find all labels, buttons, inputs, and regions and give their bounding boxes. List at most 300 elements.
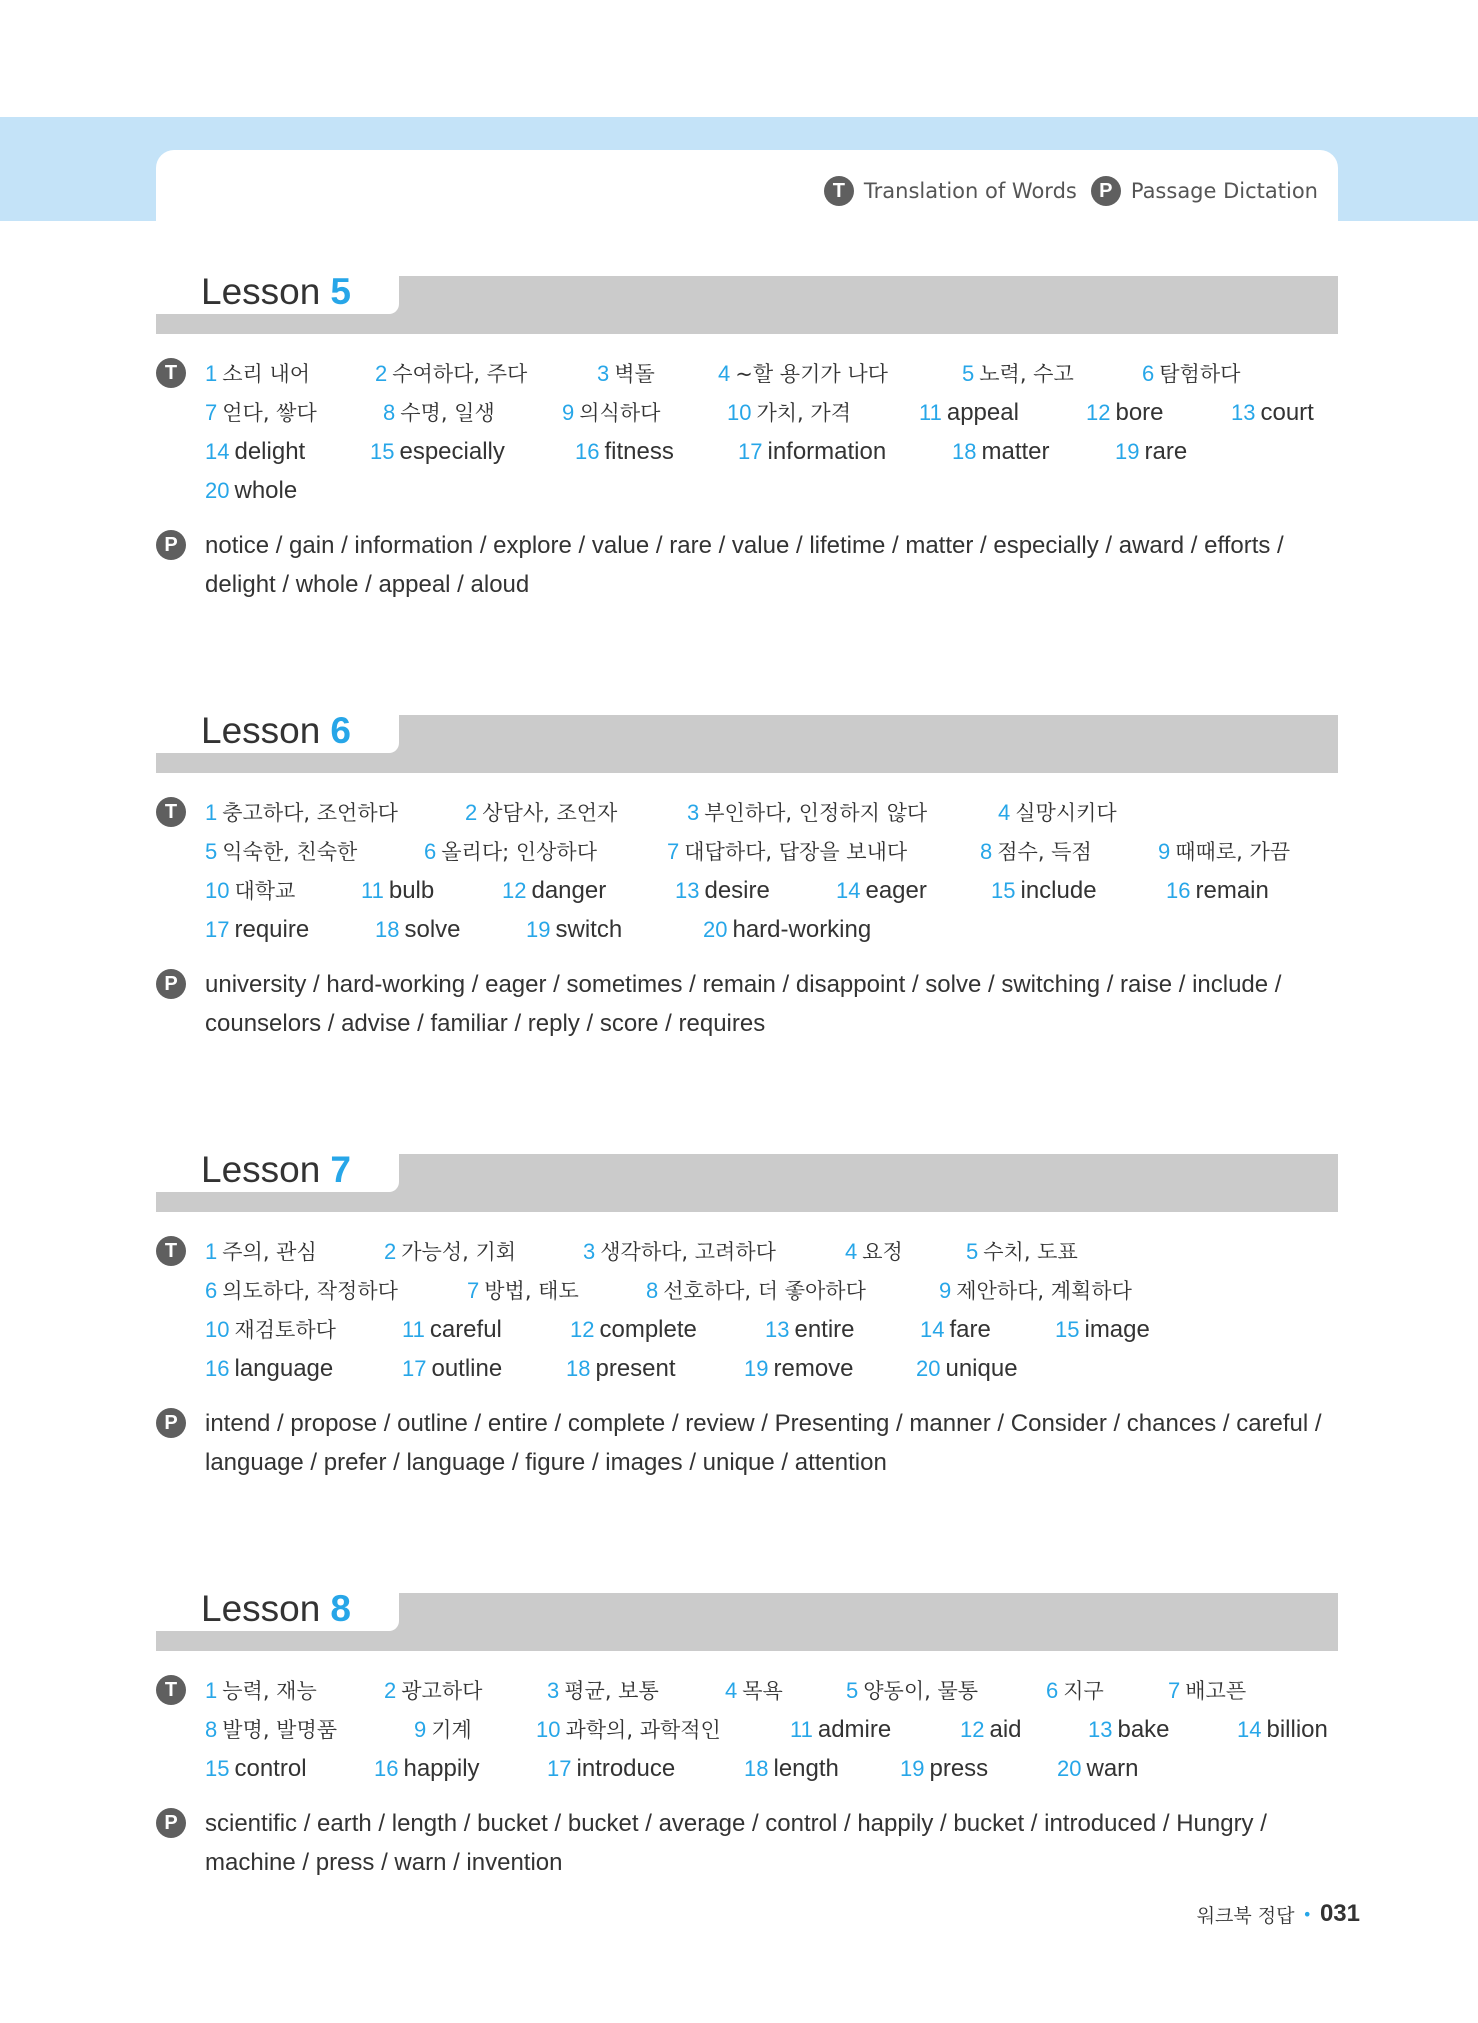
answer-item — [375, 910, 461, 950]
answer-number: 9 — [1158, 839, 1171, 864]
lesson-header-bar — [156, 710, 1338, 773]
answer-item — [667, 832, 907, 872]
answer-text: billion — [1266, 1716, 1328, 1743]
answer-text: 양동이, 물통 — [863, 1679, 979, 1703]
answer-item — [562, 393, 660, 433]
answer-item — [205, 1710, 337, 1750]
answer-number: 17 — [205, 917, 230, 942]
answer-number: 17 — [402, 1356, 427, 1381]
lesson-header-bar — [156, 1149, 1338, 1212]
answer-number: 11 — [790, 1717, 813, 1742]
answer-text: 제안하다, 계획하다 — [956, 1279, 1132, 1303]
lesson-number: 8 — [330, 1588, 351, 1629]
answer-number: 5 — [962, 361, 975, 386]
answer-item — [703, 910, 871, 950]
answer-text: present — [595, 1355, 676, 1382]
answer-text: 소리 내어 — [222, 362, 311, 386]
t-icon: T — [156, 797, 186, 827]
answer-text: include — [1020, 877, 1097, 904]
dictation-text: university / hard-working / eager / sometimes / remain / disappoint / solve / switching / raise / include / counselors / advise / familiar / reply / score / requires — [205, 971, 1282, 1037]
dictation-text: notice / gain / information / explore / value / rare / value / lifetime / matter / especially / award / efforts / delight / whole / appeal / aloud — [205, 532, 1284, 598]
answer-text: 대학교 — [234, 879, 296, 903]
answer-text: delight — [234, 438, 306, 465]
answer-number: 3 — [687, 800, 700, 825]
answer-number: 13 — [675, 878, 700, 903]
answer-text: 발명, 발명품 — [222, 1718, 338, 1742]
answer-number: 12 — [960, 1717, 985, 1742]
answer-number: 18 — [566, 1356, 591, 1381]
answer-number: 2 — [465, 800, 478, 825]
answer-text: matter — [981, 438, 1050, 465]
answer-text: appeal — [946, 399, 1019, 426]
answer-number: 15 — [370, 439, 395, 464]
answer-text: solve — [404, 916, 461, 943]
answer-text: 배고픈 — [1185, 1679, 1247, 1703]
answer-item — [916, 1349, 1018, 1389]
answer-number: 16 — [575, 439, 600, 464]
answer-text: 노력, 수고 — [979, 362, 1074, 386]
answer-item — [502, 871, 606, 911]
answer-item — [575, 432, 674, 472]
answer-text: 광고하다 — [401, 1679, 483, 1703]
answer-item — [467, 1271, 579, 1311]
answer-number: 17 — [547, 1756, 572, 1781]
answer-item — [570, 1310, 697, 1350]
answer-number: 14 — [1237, 1717, 1262, 1742]
answer-text: fitness — [604, 438, 674, 465]
answer-text: court — [1260, 399, 1314, 426]
answer-text: eager — [865, 877, 927, 904]
answer-number: 5 — [205, 839, 218, 864]
answer-text: introduce — [576, 1755, 676, 1782]
legend-dictation — [1091, 176, 1318, 206]
answer-text: 상담사, 조언자 — [482, 801, 618, 825]
answer-item — [727, 393, 851, 433]
answer-number: 13 — [1231, 400, 1256, 425]
lesson-title — [156, 1149, 399, 1192]
answer-number: 12 — [1086, 400, 1111, 425]
answer-text: 실망시키다 — [1015, 801, 1117, 825]
answer-text: 방법, 태도 — [484, 1279, 579, 1303]
answer-row — [156, 1271, 1338, 1310]
answer-text: 수치, 도표 — [983, 1240, 1078, 1264]
answer-item — [205, 910, 309, 950]
answer-text: 가치, 가격 — [756, 401, 851, 425]
dictation-text: intend / propose / outline / entire / complete / review / Presenting / manner / Consider / chances / careful / language / prefer / language / figure / images / unique / attention — [205, 1410, 1322, 1476]
answer-item — [725, 1671, 783, 1711]
answer-number: 12 — [570, 1317, 595, 1342]
answer-text: 익숙한, 친숙한 — [222, 840, 358, 864]
answer-item — [646, 1271, 866, 1311]
answer-number: 1 — [205, 1239, 218, 1264]
answer-row — [156, 354, 1338, 393]
lesson-header-bar — [156, 271, 1338, 334]
answer-text: 탐험하다 — [1159, 362, 1241, 386]
answer-item — [205, 432, 305, 472]
answer-text: 목욕 — [742, 1679, 783, 1703]
lesson-label: Lesson — [201, 1149, 321, 1190]
answer-number: 10 — [205, 878, 230, 903]
answer-item — [998, 793, 1117, 833]
answer-item — [597, 354, 655, 394]
answer-number: 3 — [547, 1678, 560, 1703]
answer-number: 16 — [205, 1356, 230, 1381]
answer-text: fare — [949, 1316, 991, 1343]
lesson-section — [156, 710, 1338, 1043]
answer-item — [920, 1310, 991, 1350]
answer-text: outline — [431, 1355, 503, 1382]
answer-number: 19 — [744, 1356, 769, 1381]
answer-item — [583, 1232, 776, 1272]
answer-text: 요정 — [862, 1240, 903, 1264]
answer-text: whole — [234, 477, 298, 504]
answer-text: 얻다, 쌓다 — [222, 401, 317, 425]
answer-item — [205, 1310, 336, 1350]
answer-text: 점수, 득점 — [997, 840, 1092, 864]
answer-text: length — [773, 1755, 839, 1782]
answer-item — [547, 1749, 675, 1789]
answer-item — [919, 393, 1019, 433]
footer-label: 워크북 정답 — [1196, 1904, 1295, 1927]
answer-item — [1166, 871, 1269, 911]
answer-number: 1 — [205, 361, 218, 386]
answer-text: bake — [1117, 1716, 1170, 1743]
lesson-label: Lesson — [201, 271, 321, 312]
answer-item — [744, 1749, 839, 1789]
answer-item — [375, 354, 527, 394]
dictation-block — [156, 526, 1338, 604]
answer-number: 10 — [727, 400, 752, 425]
answer-number: 15 — [205, 1756, 230, 1781]
answer-text: 때때로, 가끔 — [1175, 840, 1291, 864]
answer-item — [718, 354, 888, 394]
answer-number: 13 — [1088, 1717, 1113, 1742]
answer-text: bore — [1115, 399, 1164, 426]
translation-block — [156, 1232, 1338, 1388]
answer-item — [384, 1671, 482, 1711]
answer-text: warn — [1086, 1755, 1139, 1782]
answer-number: 9 — [562, 400, 575, 425]
answer-number: 11 — [919, 400, 942, 425]
answer-number: 14 — [836, 878, 861, 903]
p-icon: P — [156, 1808, 186, 1838]
answer-text: careful — [429, 1316, 502, 1343]
answer-item — [205, 471, 297, 511]
t-icon: T — [156, 358, 186, 388]
answer-text: control — [234, 1755, 307, 1782]
answer-item — [790, 1710, 891, 1750]
answer-text: 지구 — [1063, 1679, 1104, 1703]
answer-item — [383, 393, 495, 433]
answer-number: 18 — [744, 1756, 769, 1781]
answer-number: 6 — [205, 1278, 218, 1303]
answer-number: 7 — [205, 400, 218, 425]
answer-number: 16 — [374, 1756, 399, 1781]
answer-item — [738, 432, 886, 472]
answer-item — [744, 1349, 854, 1389]
answer-item — [1057, 1749, 1139, 1789]
answer-text: 재검토하다 — [234, 1318, 336, 1342]
answer-number: 17 — [738, 439, 763, 464]
answer-text: language — [234, 1355, 334, 1382]
answer-item — [980, 832, 1092, 872]
answer-number: 4 — [998, 800, 1011, 825]
answer-number: 8 — [980, 839, 993, 864]
answer-number: 15 — [991, 878, 1016, 903]
p-icon: P — [156, 969, 186, 999]
answer-item — [402, 1310, 502, 1350]
answer-number: 20 — [1057, 1756, 1082, 1781]
answer-item — [414, 1710, 472, 1750]
answer-item — [1055, 1310, 1150, 1350]
answer-text: aid — [989, 1716, 1022, 1743]
answer-row — [156, 393, 1338, 432]
dictation-block — [156, 965, 1338, 1043]
answer-row — [156, 471, 1338, 510]
answer-number: 19 — [526, 917, 551, 942]
answer-text: 평균, 보통 — [564, 1679, 659, 1703]
lesson-label: Lesson — [201, 710, 321, 751]
answer-number: 13 — [765, 1317, 790, 1342]
dictation-text: scientific / earth / length / bucket / bucket / average / control / happily / bucket / introduced / Hungry / machine / press / warn / invention — [205, 1810, 1267, 1876]
answer-item — [205, 793, 398, 833]
answer-text: 의도하다, 작정하다 — [222, 1279, 398, 1303]
answer-text: rare — [1144, 438, 1188, 465]
answer-text: hard-working — [732, 916, 872, 943]
t-icon: T — [824, 176, 854, 206]
answer-text: 생각하다, 고려하다 — [600, 1240, 776, 1264]
answer-item — [765, 1310, 855, 1350]
answer-item — [205, 393, 317, 433]
answer-item — [205, 1349, 333, 1389]
answer-text: happily — [403, 1755, 480, 1782]
answer-number: 2 — [384, 1239, 397, 1264]
lesson-number: 5 — [330, 271, 351, 312]
answer-item — [1115, 432, 1187, 472]
answer-text: 충고하다, 조언하다 — [222, 801, 398, 825]
lesson-label: Lesson — [201, 1588, 321, 1629]
answer-text: 벽돌 — [614, 362, 655, 386]
answer-item — [205, 871, 295, 911]
answer-item — [205, 354, 310, 394]
legend-translation-label: Translation of Words — [863, 179, 1077, 203]
answer-item — [1231, 393, 1314, 433]
answer-text: unique — [945, 1355, 1018, 1382]
dictation-block — [156, 1804, 1338, 1882]
answer-item — [374, 1749, 480, 1789]
answer-item — [205, 1232, 317, 1272]
answer-number: 18 — [375, 917, 400, 942]
answer-number: 6 — [1046, 1678, 1059, 1703]
answer-row — [156, 1349, 1338, 1388]
answer-number: 15 — [1055, 1317, 1080, 1342]
answer-row — [156, 1671, 1338, 1710]
answer-item — [900, 1749, 988, 1789]
answer-number: 2 — [375, 361, 388, 386]
translation-block — [156, 354, 1338, 510]
lesson-section — [156, 1149, 1338, 1482]
lesson-number: 6 — [330, 710, 351, 751]
answer-number: 12 — [502, 878, 527, 903]
answer-text: 주의, 관심 — [222, 1240, 317, 1264]
legend-translation — [824, 176, 1077, 206]
answer-text: danger — [531, 877, 607, 904]
lesson-header-bar — [156, 1588, 1338, 1651]
answer-item — [1086, 393, 1164, 433]
answer-item — [465, 793, 617, 833]
answer-number: 19 — [900, 1756, 925, 1781]
lesson-title — [156, 710, 399, 753]
answer-item — [1158, 832, 1290, 872]
answer-number: 8 — [646, 1278, 659, 1303]
answer-number: 8 — [383, 400, 396, 425]
answer-item — [424, 832, 597, 872]
answer-number: 7 — [1168, 1678, 1181, 1703]
answer-item — [962, 354, 1074, 394]
lesson-section — [156, 271, 1338, 604]
answer-row — [156, 793, 1338, 832]
answer-text: 수명, 일생 — [400, 401, 495, 425]
answer-text: 선호하다, 더 좋아하다 — [663, 1279, 866, 1303]
translation-block — [156, 1671, 1338, 1788]
answer-text: 수여하다, 주다 — [392, 362, 528, 386]
answer-text: 과학의, 과학적인 — [565, 1718, 721, 1742]
answer-text: bulb — [388, 877, 435, 904]
answer-number: 4 — [725, 1678, 738, 1703]
answer-text: entire — [794, 1316, 855, 1343]
answer-number: 6 — [424, 839, 437, 864]
answer-row — [156, 1749, 1338, 1788]
answer-item — [845, 1232, 903, 1272]
answer-text: 능력, 재능 — [222, 1679, 317, 1703]
answer-number: 16 — [1166, 878, 1191, 903]
translation-block — [156, 793, 1338, 949]
answer-item — [675, 871, 770, 911]
answer-item — [370, 432, 505, 472]
answer-item — [361, 871, 434, 911]
answer-number: 10 — [205, 1317, 230, 1342]
lesson-title — [156, 1588, 399, 1631]
dictation-block — [156, 1404, 1338, 1482]
lesson-number: 7 — [330, 1149, 351, 1190]
answer-item — [526, 910, 622, 950]
p-icon: P — [156, 530, 186, 560]
answer-text: 의식하다 — [579, 401, 661, 425]
answer-number: 7 — [467, 1278, 480, 1303]
answer-number: 20 — [703, 917, 728, 942]
answer-row — [156, 1310, 1338, 1349]
lesson-section — [156, 1588, 1338, 1882]
p-icon: P — [156, 1408, 186, 1438]
lesson-title — [156, 271, 399, 314]
answer-item — [966, 1232, 1078, 1272]
answer-text: admire — [817, 1716, 892, 1743]
answer-number: 8 — [205, 1717, 218, 1742]
answer-number: 14 — [920, 1317, 945, 1342]
answer-number: 7 — [667, 839, 680, 864]
answer-number: 6 — [1142, 361, 1155, 386]
page-number: 031 — [1319, 1900, 1360, 1927]
answer-text: 올리다; 인상하다 — [441, 840, 598, 864]
answer-number: 3 — [597, 361, 610, 386]
answer-text: 가능성, 기회 — [401, 1240, 517, 1264]
answer-item — [1237, 1710, 1328, 1750]
footer-separator: • — [1302, 1904, 1312, 1924]
answer-number: 1 — [205, 1678, 218, 1703]
answer-row — [156, 871, 1338, 910]
answer-number: 4 — [718, 361, 731, 386]
answer-number: 1 — [205, 800, 218, 825]
page-footer — [1197, 1900, 1360, 1928]
answer-number: 10 — [536, 1717, 561, 1742]
answer-item — [991, 871, 1097, 911]
answer-row — [156, 910, 1338, 949]
t-icon: T — [156, 1236, 186, 1266]
answer-text: information — [767, 438, 887, 465]
answer-number: 11 — [402, 1317, 425, 1342]
answer-item — [547, 1671, 659, 1711]
answer-item — [1046, 1671, 1104, 1711]
answer-number: 20 — [205, 478, 230, 503]
answer-item — [846, 1671, 978, 1711]
answer-text: press — [929, 1755, 989, 1782]
answer-text: 기계 — [431, 1718, 472, 1742]
answer-item — [566, 1349, 676, 1389]
answer-number: 9 — [414, 1717, 427, 1742]
answer-number: 3 — [583, 1239, 596, 1264]
answer-item — [402, 1349, 502, 1389]
p-icon: P — [1091, 176, 1121, 206]
answer-text: ~할 용기가 나다 — [735, 362, 888, 386]
answer-item — [205, 1749, 307, 1789]
answer-item — [1088, 1710, 1170, 1750]
answer-row — [156, 1232, 1338, 1271]
answer-row — [156, 1710, 1338, 1749]
answer-text: remain — [1195, 877, 1269, 904]
answer-item — [1142, 354, 1240, 394]
answer-item — [1168, 1671, 1246, 1711]
answer-number: 4 — [845, 1239, 858, 1264]
answer-number: 11 — [361, 878, 384, 903]
answer-row — [156, 832, 1338, 871]
answer-item — [836, 871, 927, 911]
answer-text: remove — [773, 1355, 854, 1382]
answer-item — [536, 1710, 721, 1750]
t-icon: T — [156, 1675, 186, 1705]
answer-item — [205, 832, 357, 872]
answer-number: 20 — [916, 1356, 941, 1381]
answer-number: 2 — [384, 1678, 397, 1703]
answer-item — [384, 1232, 516, 1272]
answer-number: 14 — [205, 439, 230, 464]
answer-row — [156, 432, 1338, 471]
answer-number: 19 — [1115, 439, 1140, 464]
answer-text: complete — [599, 1316, 697, 1343]
answer-number: 18 — [952, 439, 977, 464]
answer-number: 5 — [966, 1239, 979, 1264]
answer-text: desire — [704, 877, 770, 904]
answer-number: 5 — [846, 1678, 859, 1703]
answer-text: switch — [555, 916, 623, 943]
answer-item — [205, 1671, 317, 1711]
answer-text: 대답하다, 답장을 보내다 — [684, 840, 908, 864]
answer-text: 부인하다, 인정하지 않다 — [704, 801, 928, 825]
answer-item — [939, 1271, 1132, 1311]
answer-text: image — [1084, 1316, 1150, 1343]
legend — [824, 176, 1318, 206]
legend-dictation-label: Passage Dictation — [1130, 179, 1318, 203]
answer-number: 9 — [939, 1278, 952, 1303]
